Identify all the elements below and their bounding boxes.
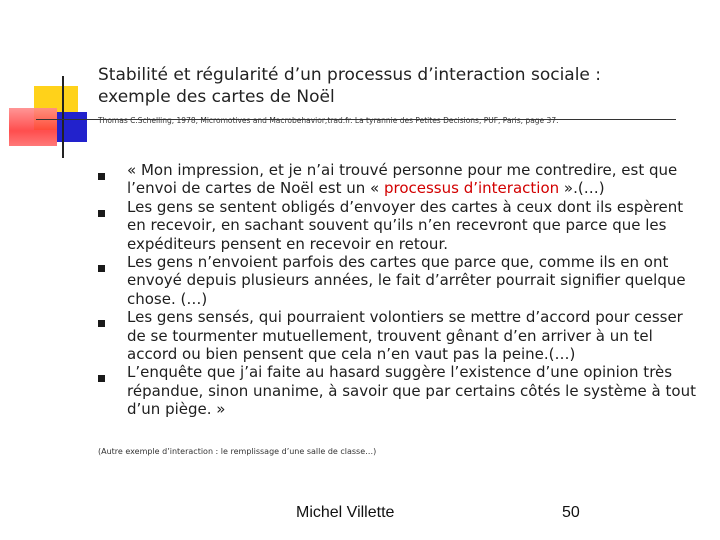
decor-vertical-line <box>62 76 64 158</box>
bullet-text: Les gens n’envoient parfois des cartes que parce que, comme ils en ont envoyé depuis plusieurs années, le fait d’arrêter pourrait signifier quelque chose. (…) <box>127 253 686 308</box>
slide-title-line-1: Stabilité et régularité d’un processus d’interaction sociale : <box>98 65 602 85</box>
bullet-text: Les gens sensés, qui pourraient volontiers se mettre d’accord pour cesser de se tourmenter mutuellement, trouvent gênant d’en arriver à un tel accord ou bien pensent que cela n’en vaut pas la peine.(…) <box>127 308 683 364</box>
footer-author: Michel Villette <box>296 504 395 521</box>
bullet-item <box>98 308 698 363</box>
bullet-item <box>98 253 698 308</box>
page-number: 50 <box>562 504 580 521</box>
bullet-square-icon <box>98 265 105 272</box>
slide-title <box>98 64 678 108</box>
bullet-item <box>98 198 698 253</box>
bullet-square-icon <box>98 210 105 217</box>
bullet-text: L’enquête que j’ai faite au hasard suggère l’existence d’une opinion très répandue, sinon unanime, à savoir que par certains côtés le système à tout d’un piège. » <box>127 363 696 419</box>
slide-title-line-2: exemple des cartes de Noël <box>98 87 335 107</box>
bullet-text-post: ».(…) <box>559 179 605 198</box>
footnote: (Autre exemple d’interaction : le remplissage d’une salle de classe…) <box>98 447 377 456</box>
bullet-item <box>98 161 698 198</box>
bullet-text-pre: « Mon impression, et je n’ai trouvé personne pour me contredire, est que l’envoi de cartes de Noël est un « <box>127 161 678 198</box>
citation: Thomas C.Schelling, 1978, Micromotives and Macrobehavior,trad.fr. La tyrannie des Petites Decisions, PUF, Paris, page 37. <box>98 116 559 125</box>
decor-red-square <box>9 108 57 146</box>
bullet-item <box>98 363 698 418</box>
bullet-square-icon <box>98 375 105 382</box>
bullet-text: Les gens se sentent obligés d’envoyer des cartes à ceux dont ils espèrent en recevoir, en sachant souvent qu’ils n’en recevront que parce que les expéditeurs pensent en recevoir en retour. <box>127 197 684 253</box>
highlight-text: processus d’interaction <box>383 179 560 198</box>
bullet-square-icon <box>98 320 105 327</box>
bullet-square-icon <box>98 173 105 180</box>
bullet-list <box>98 161 698 419</box>
